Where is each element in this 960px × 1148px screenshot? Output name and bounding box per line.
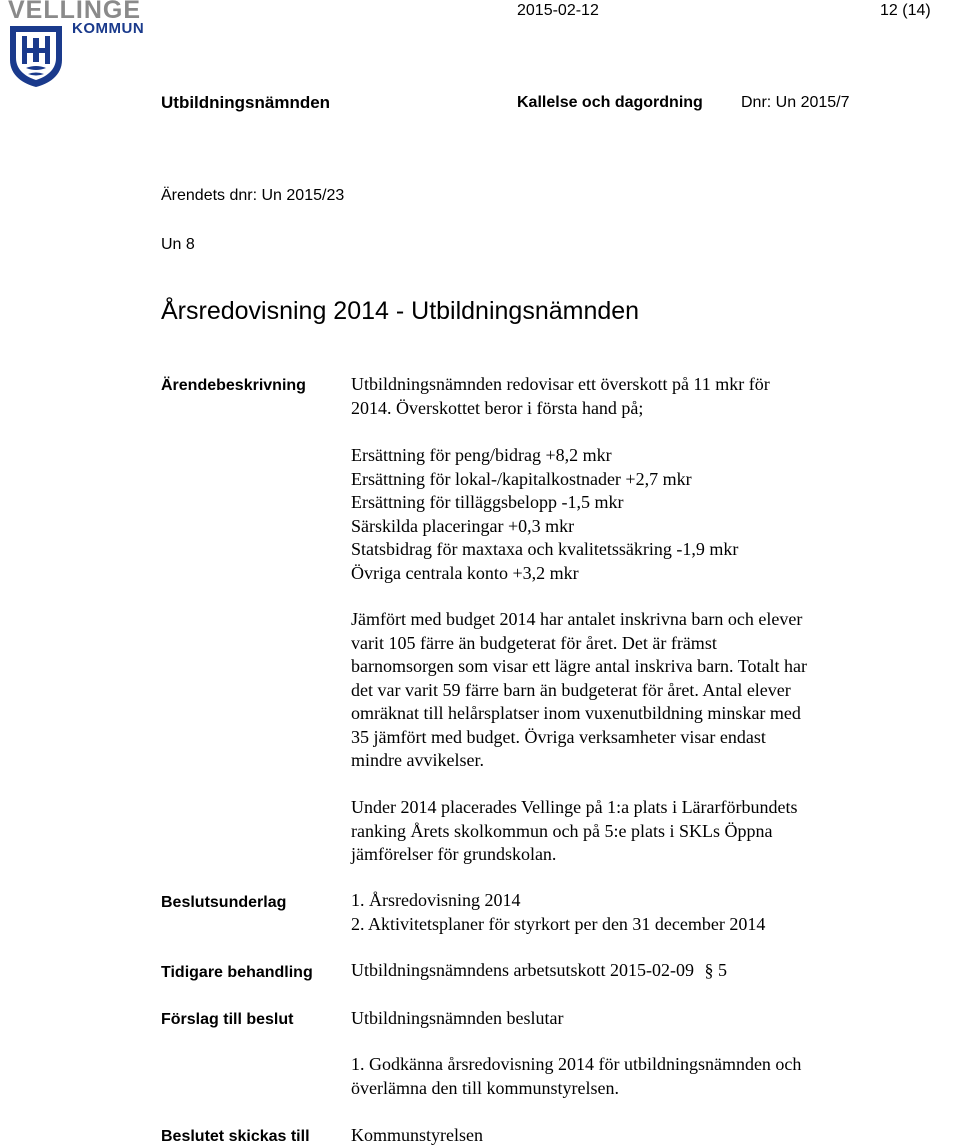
text-line: varit 105 färre än budgeterat för året. Det är främst (351, 632, 717, 653)
skickas-label: Beslutet skickas till (161, 1128, 310, 1145)
header-page-number: 12 (14) (880, 2, 931, 19)
forslag-text (351, 1007, 911, 1031)
forslag-value: Utbildningsnämnden beslutar (351, 1008, 564, 1028)
text-line: Under 2014 placerades Vellinge på 1:a plats i Lärarförbundets (351, 797, 798, 817)
list-item: Ersättning för tilläggsbelopp -1,5 mkr (351, 492, 624, 512)
header-dnr: Dnr: Un 2015/7 (741, 94, 850, 111)
arendebeskrivning-paragraph-3 (351, 796, 911, 867)
header-date: 2015-02-12 (517, 2, 599, 19)
list-item: Statsbidrag för maxtaxa och kvalitetssäkring -1,9 mkr (351, 539, 739, 559)
case-dnr: Ärendets dnr: Un 2015/23 (161, 187, 345, 204)
text-line: Utbildningsnämnden redovisar ett överskott på 11 mkr för (351, 374, 770, 394)
vellinge-logo (8, 0, 158, 92)
arendebeskrivning-intro (351, 373, 911, 420)
header-doc-type: Kallelse och dagordning (517, 94, 703, 111)
case-title: Årsredovisning 2014 - Utbildningsnämnden (161, 297, 640, 325)
text-line: omräknat till helårsplatser inom vuxenutbildning minskar med (351, 703, 801, 723)
arendebeskrivning-label: Ärendebeskrivning (161, 377, 306, 394)
header-committee: Utbildningsnämnden (161, 93, 331, 112)
coat-of-arms-icon (8, 22, 64, 88)
list-item: Särskilda placeringar +0,3 mkr (351, 515, 575, 536)
list-item: 1. Godkänna årsredovisning 2014 för utbildningsnämnden och (351, 1054, 802, 1074)
text-line: 2014. Överskottet beror i första hand på; (351, 397, 644, 418)
text-line: mindre avvikelser. (351, 750, 484, 770)
skickas-value: Kommunstyrelsen (351, 1125, 483, 1145)
skickas-text (351, 1124, 911, 1148)
arendebeskrivning-paragraph-2 (351, 608, 911, 773)
list-item: Ersättning för peng/bidrag +8,2 mkr (351, 445, 612, 465)
list-item: Övriga centrala konto +3,2 mkr (351, 562, 579, 583)
tidigare-behandling-label: Tidigare behandling (161, 964, 313, 981)
text-line: det var varit 59 färre barn än budgeterat för året. Antal elever (351, 679, 791, 700)
arendebeskrivning-items (351, 444, 911, 585)
case-number: Un 8 (161, 236, 195, 253)
beslutsunderlag-items (351, 889, 911, 936)
logo-subname: KOMMUN (72, 20, 145, 37)
text-line: ranking Årets skolkommun och på 5:e plats i SKLs Öppna (351, 820, 773, 841)
forslag-label: Förslag till beslut (161, 1011, 294, 1028)
beslutsunderlag-label: Beslutsunderlag (161, 894, 287, 911)
list-item: 2. Aktivitetsplaner för styrkort per den 31 december 2014 (351, 913, 766, 934)
text-line: 35 jämfört med budget. Övriga verksamheter visar endast (351, 726, 766, 747)
tidigare-behandling-text (351, 959, 911, 983)
tidigare-behandling-section: § 5 (704, 960, 727, 980)
tidigare-behandling-value: Utbildningsnämndens arbetsutskott 2015-02-09 (351, 960, 694, 980)
list-item: överlämna den till kommunstyrelsen. (351, 1077, 619, 1098)
text-line: jämförelser för grundskolan. (351, 844, 557, 864)
text-line: barnomsorgen som visar ett lägre antal inskriva barn. Totalt har (351, 656, 807, 676)
list-item: Ersättning för lokal-/kapitalkostnader +2,7 mkr (351, 468, 692, 489)
text-line: Jämfört med budget 2014 har antalet inskrivna barn och elever (351, 609, 803, 629)
logo-name: VELLINGE (8, 0, 142, 24)
forslag-items (351, 1053, 911, 1100)
list-item: 1. Årsredovisning 2014 (351, 890, 521, 910)
